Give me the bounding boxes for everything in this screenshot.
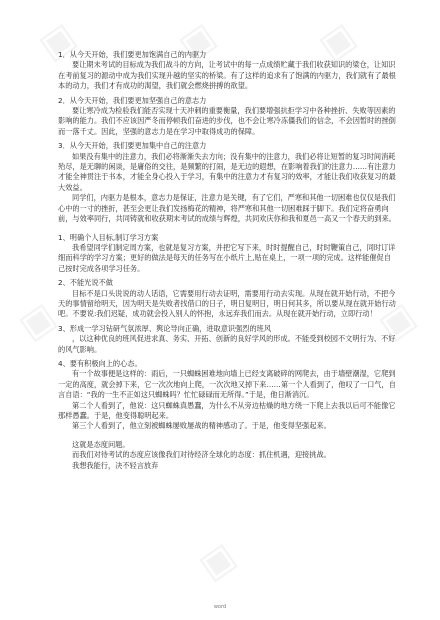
watermark: ▣ — [11, 294, 63, 348]
watermark: ▣ — [191, 534, 243, 588]
paragraph: 如果没有集中的注意力，我们必将渐渐失去方向；没有集中的注意力，我们必将让短暂的复习时间消耗殆尽，是无聊的闲谈，是庸俗的交往，是频繁的打闹，是无边的遐想，在影响着我们的注意力……有注意力才能全神贯注于书本，才能全身心投入于学习，有集中的注意力才有复习的效率，才能让我们收获复习的最大效益。 — [58, 151, 396, 192]
paragraph: 目标不是口头说说的动人话语，它需要用行动去证明，需要用行动去实现。从现在就开始行动，不把今天的事情留给明天，因为明天是失败者找借口的日子，明日复明日，明日何其多，所以要从现在就开始行动吧。不要说:我们迟疑，成功就会投入别人的怀抱，永远弃我们而去。从现在就开始行动，立即行动！ — [58, 288, 396, 319]
watermark: ▣ — [311, 14, 363, 68]
paragraph: 要让寒冷成为检验我们能否实现十天冲刺的重要衡量，我们要增强抗拒学习中各种挫折、失败等因素的影响的能力。我们不应该因严冬而停顿我们奋进的步伐，也不会让寒冷冻僵我们的信念，不会因暂时的挫倒而一落千丈。因此，坚强的意志力是在学习中取得成功的保障。 — [58, 106, 396, 136]
watermark: ▣ — [31, 14, 83, 68]
paragraph: 1、明确个人目标,制订学习方案 — [58, 232, 159, 242]
watermark: ▣ — [171, 14, 223, 68]
paragraph: 同学们，内驱力是根本，意志力是保证，注意力是关键，有了它们，严寒和其他一切困难也仅仅是我们心中的一寸的挫折，甚至会更让我们发扬梅花的精神，将严寒和其他一切困难踩于脚下。我们定将奋勇向前，与效率同行，共同铸就和收获期末考试的成绩与辉煌，共同欢庆你和我和夏邑一高又一个春天的到来。 — [58, 193, 396, 224]
section-heading: 3、形成一学习钻研气氛浓厚、舆论导向正确，进取意识强烈的班风 — [58, 323, 272, 333]
section-heading: 2、不能光说不做 — [58, 278, 113, 288]
paragraph: 我希望同学们制定周方案，也就是复习方案，并把它写下来，时时提醒自己，时时鞭策自己，同时订详细而科学的学习方案；更好的做法是每天的任务写在小纸片上,贴在桌上，一项一项的完成。这样能催促自己按时完成各项学习任务。 — [58, 242, 396, 273]
page-footer — [0, 604, 440, 610]
paragraph: ，以这种优良的班风促进求真、务实、开拓、创新的良好学风的形成。不能受到校园不文明行为、不好的风气影响。 — [58, 334, 396, 354]
watermark: ▣ — [371, 294, 423, 348]
section-heading: 1．从今天开始，我们要更加饱满自己的内驱力 — [58, 50, 207, 59]
section-heading: 3．从今天开始，我们要更加集中自己的注意力 — [58, 141, 207, 151]
paragraph: 我想我能行，决不轻言放弃 — [72, 460, 159, 470]
section-heading: 4、要有积极向上的心态。 — [58, 358, 142, 368]
paragraph: 而我们对待考试的态度应该像我们对待经济全球化的态度：抓住机遇，迎接挑战。 — [72, 450, 331, 460]
paragraph: 这就是态度问题。 — [72, 439, 130, 449]
paragraph: 有一个故事便是这样的：雨后，一只蜘蛛困难地向墙上已经支离破碎的网爬去，由于墙壁潮湿，它爬到一定的高度，就会掉下来，它一次次地向上爬，一次次地又掉下来……第一个人看到了，他叹了一口气，自言自语：“我的一生不正如这只蜘蛛吗？忙忙碌碌而无所得。”于是，他日渐消沉。 — [58, 369, 396, 400]
paragraph: 要让期末考试的目标成为我们战斗的方向，让考试中的每一点成绩贮藏于我们收获知识的梁仓，让知识在考前复习的源动中成为我们实现升越的坚实的桥梁。有了这样的追求有了饱满的内驱力，我们就有了最根本的动力，我们才有成功的渴望，我们就会燃烧拼搏的欲望。 — [58, 60, 396, 91]
document-body — [58, 50, 396, 471]
paragraph: 第三个人看到了，他立刻被蜘蛛屡败屡战的精神感动了。于是，他变得坚强起来。 — [72, 421, 331, 431]
section-heading: 2．从今天开始，我们要更加坚强自己的意志力 — [58, 95, 207, 105]
footer-text: word — [213, 604, 227, 610]
paragraph: 第二个人看到了，他说：这只蜘蛛真愚蠢，为什么不从旁边枯燥的地方绕一下爬上去我以后可不能像它那样愚蠢。于是，他变得聪明起来。 — [58, 400, 396, 420]
